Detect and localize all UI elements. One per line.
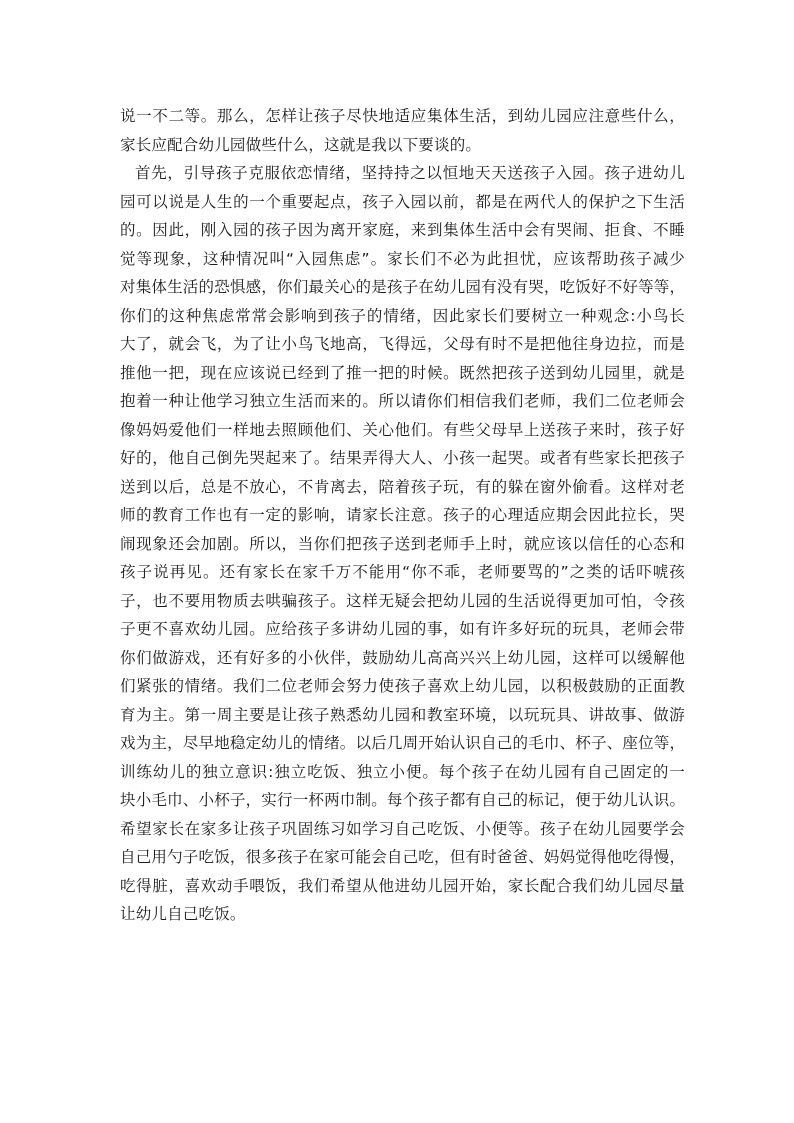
text-line: 们紧张的情绪。我们二位老师会努力使孩子喜欢上幼儿园，以积极鼓励的正面教 [120,677,685,695]
text-line: 让幼儿自己吃饭。 [120,905,246,923]
text-line: 育为主。第一周主要是让孩子熟悉幼儿园和教室环境，以玩玩具、讲故事、做游 [120,705,685,724]
text-line: 你们的这种焦虑常常会影响到孩子的情绪，因此家长们要树立一种观念:小鸟长 [120,306,685,325]
text-line: 像妈妈爱他们一样地去照顾他们、关心他们。有些父母早上送孩子来时，孩子好 [120,420,685,439]
text-line: 闹现象还会加剧。所以，当你们把孩子送到老师手上时，就应该以信任的心态和 [120,534,685,553]
text-line: 孩子说再见。还有家长在家千万不能用“你不乖，老师要骂的”之类的话吓唬孩 [120,563,685,581]
text-line: 说一不二等。那么，怎样让孩子尽快地适应集体生活，到幼儿园应注意些什么， [120,107,685,125]
text-line: 戏为主，尽早地稳定幼儿的情绪。以后几周开始认识自己的毛巾、杯子、座位等， [120,734,686,752]
paragraph-p2 [120,159,685,929]
text-line: 吃得脏，喜欢动手喂饭，我们希望从他进幼儿园开始，家长配合我们幼儿园尽量 [120,876,685,895]
text-line: 希望家长在家多让孩子巩固练习如学习自己吃饭、小便等。孩子在幼儿园要学会 [120,819,685,838]
text-line: 自己用勺子吃饭，很多孩子在家可能会自己吃，但有时爸爸、妈妈觉得他吃得慢， [120,848,686,866]
text-line: 好的，他自己倒先哭起来了。结果弄得大人、小孩一起哭。或者有些家长把孩子 [120,449,685,467]
text-line: 你们做游戏，还有好多的小伙伴，鼓励幼儿高高兴兴上幼儿园，这样可以缓解他 [120,648,685,667]
text-line: 子，也不要用物质去哄骗孩子。这样无疑会把幼儿园的生活说得更加可怕，令孩 [120,591,685,610]
text-line: 园可以说是人生的一个重要起点，孩子入园以前，都是在两代人的保护之下生活 [120,192,685,211]
text-line: 大了，就会飞，为了让小鸟飞地高，飞得远，父母有时不是把他往身边拉，而是 [120,335,685,353]
text-line: 抱着一种让他学习独立生活而来的。所以请你们相信我们老师，我们二位老师会 [120,392,685,410]
text-line: 训练幼儿的独立意识:独立吃饭、独立小便。每个孩子在幼儿园有自己固定的一 [120,762,685,781]
text-line: 送到以后，总是不放心，不肯离去，陪着孩子玩，有的躲在窗外偷看。这样对老 [120,477,685,496]
text-line: 的。因此，刚入园的孩子因为离开家庭，来到集体生活中会有哭闹、拒食、不睡 [120,221,685,239]
paragraph-p1 [120,102,685,159]
text-line: 首先，引导孩子克服依恋情绪，坚持持之以恒地天天送孩子入园。孩子进幼儿 [135,164,685,182]
body-text [120,102,685,929]
text-line: 对集体生活的恐惧感，你们最关心的是孩子在幼儿园有没有哭，吃饭好不好等等， [120,278,686,296]
text-line: 家长应配合幼儿园做些什么，这就是我以下要谈的。 [120,135,482,154]
text-line: 师的教育工作也有一定的影响，请家长注意。孩子的心理适应期会因此拉长，哭 [120,506,685,524]
text-line: 觉等现象，这种情况叫“入园焦虑”。家长们不必为此担忧，应该帮助孩子减少 [120,249,685,268]
text-line: 块小毛巾、小杯子，实行一杯两巾制。每个孩子都有自己的标记，便于幼儿认识。 [120,791,686,809]
text-line: 推他一把，现在应该说已经到了推一把的时候。既然把孩子送到幼儿园里，就是 [120,363,685,382]
text-line: 子更不喜欢幼儿园。应给孩子多讲幼儿园的事，如有许多好玩的玩具，老师会带 [120,620,685,638]
